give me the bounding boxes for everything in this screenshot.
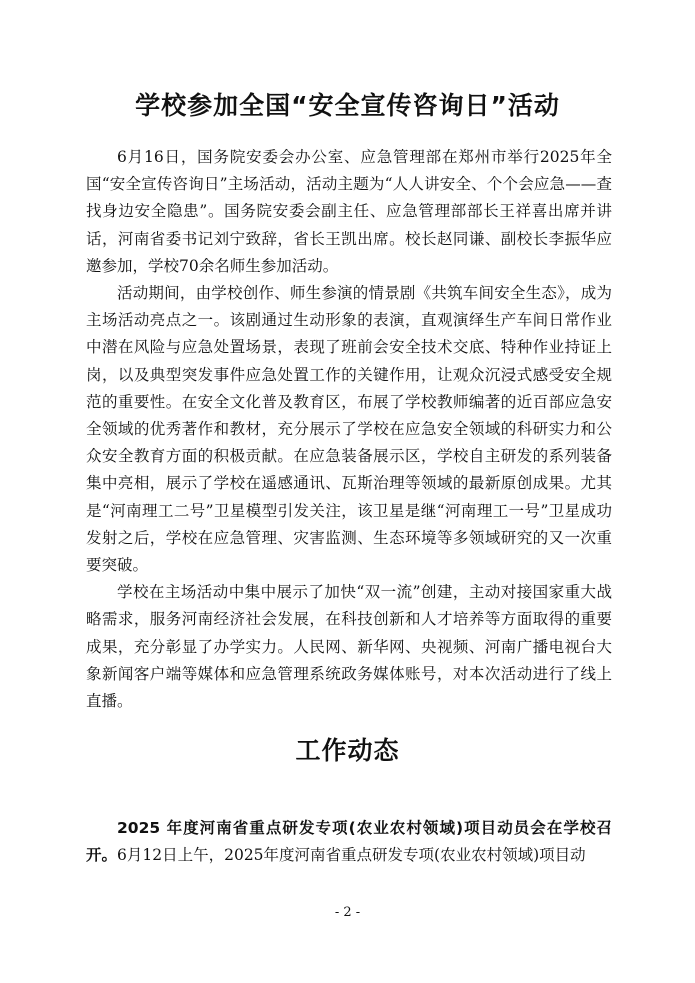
news-item xyxy=(86,815,612,869)
news-list xyxy=(86,815,612,869)
news-text: 6月12日上午，2025年度河南省重点研发专项(农业农村领域)项目动 xyxy=(117,846,586,865)
article-title: 学校参加全国“安全宣传咨询日”活动 xyxy=(135,91,560,120)
article-paragraph: 活动期间，由学校创作、师生参演的情景剧《共筑车间安全生态》，成为主场活动亮点之一。该剧通过生动形象的表演，直观演绎生产车间日常作业中潜在风险与应急处置场景，表现了班前会安全技术交底、特种作业持证上岗，以及典型突发事件应急处置工作的关键作用，让观众沉浸式感受安全规范的重要性。在安全文化普及教育区，布展了学校教师编著的近百部应急安全领域的优秀著作和教材，充分展示了学校在应急安全领域的科研实力和公众安全教育方面的积极贡献。在应急装备展示区，学校自主研发的系列装备集中亮相，展示了学校在遥感通讯、瓦斯治理等领域的最新原创成果。尤其是“河南理工二号”卫星模型引发关注，该卫星是继“河南理工一号”卫星成功发射之后，学校在应急管理、灾害监测、生态环境等多领域研究的又一次重要突破。 xyxy=(86,284,612,575)
news-headline: 2025 年度河南省重点研发专项(农业农村领域)项目动员会在学校召开。 xyxy=(86,819,612,865)
article-body xyxy=(86,144,612,715)
article-paragraph: 学校在主场活动中集中展示了加快“双一流”创建，主动对接国家重大战略需求，服务河南经济社会发展，在科技创新和人才培养等方面取得的重要成果，充分彰显了办学实力。人民网、新华网、央视频、河南广播电视台大象新闻客户端等媒体和应急管理系统政务媒体账号，对本次活动进行了线上直播。 xyxy=(86,583,612,711)
section-title: 工作动态 xyxy=(295,736,400,765)
page-number: - 2 - xyxy=(334,905,361,920)
article-paragraph: 6月16日，国务院安委会办公室、应急管理部在郑州市举行2025年全国“安全宣传咨询日”主场活动，活动主题为“人人讲安全、个个会应急——查找身边安全隐患”。国务院安委会副主任、应急管理部部长王祥喜出席并讲话，河南省委书记刘宁致辞，省长王凯出席。校长赵同谦、副校长李振华应邀参加，学校70余名师生参加活动。 xyxy=(86,148,612,275)
